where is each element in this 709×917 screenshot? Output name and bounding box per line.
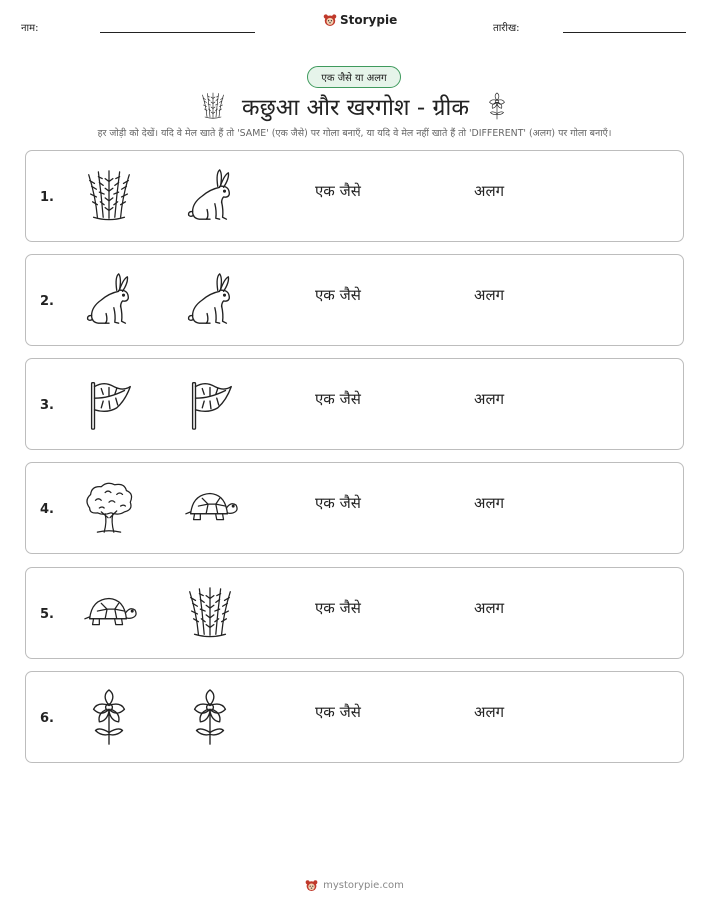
- different-option[interactable]: अलग: [474, 494, 505, 512]
- row-number: 1.: [40, 189, 54, 205]
- wheat-icon: [181, 584, 239, 642]
- rabbit-icon: [181, 167, 239, 225]
- different-option[interactable]: अलग: [474, 703, 505, 721]
- footer: [0, 879, 709, 892]
- exercise-row: [25, 671, 684, 763]
- name-label: नाम:: [21, 23, 39, 34]
- page-title: कछुआ और खरगोश - ग्रीक: [241, 95, 470, 121]
- date-label: तारीख:: [493, 23, 520, 34]
- flower-icon: [80, 688, 138, 746]
- different-option[interactable]: अलग: [474, 182, 505, 200]
- date-field-line[interactable]: [563, 32, 686, 33]
- title-row: [0, 88, 709, 124]
- footer-link[interactable]: mystorypie.com: [323, 880, 404, 891]
- same-option[interactable]: एक जैसे: [315, 286, 361, 304]
- exercise-row: [25, 254, 684, 346]
- same-option[interactable]: एक जैसे: [315, 182, 361, 200]
- wheat-icon: [80, 167, 138, 225]
- same-option[interactable]: एक जैसे: [315, 390, 361, 408]
- different-option[interactable]: अलग: [474, 599, 505, 617]
- flower-icon: [483, 92, 511, 120]
- name-field-line[interactable]: [100, 32, 255, 33]
- row-number: 2.: [40, 293, 54, 309]
- storypie-logo: [323, 13, 397, 27]
- rabbit-icon: [181, 271, 239, 329]
- row-number: 3.: [40, 397, 54, 413]
- tree-icon: [80, 479, 138, 537]
- same-option[interactable]: एक जैसे: [315, 599, 361, 617]
- bear-icon: [305, 879, 318, 892]
- leaf-flag-icon: [181, 375, 239, 433]
- same-option[interactable]: एक जैसे: [315, 703, 361, 721]
- different-option[interactable]: अलग: [474, 390, 505, 408]
- exercise-row: [25, 358, 684, 450]
- rabbit-icon: [80, 271, 138, 329]
- same-option[interactable]: एक जैसे: [315, 494, 361, 512]
- row-number: 4.: [40, 501, 54, 517]
- activity-badge: एक जैसे या अलग: [307, 66, 401, 88]
- exercise-row: [25, 150, 684, 242]
- tortoise-icon: [181, 479, 239, 537]
- row-number: 5.: [40, 606, 54, 622]
- exercise-row: [25, 462, 684, 554]
- row-number: 6.: [40, 710, 54, 726]
- flower-icon: [181, 688, 239, 746]
- leaf-flag-icon: [80, 375, 138, 433]
- instructions-text: हर जोड़ी को देखें। यदि वे मेल खाते हैं तो 'SAME' (एक जैसे) पर गोला बनाएँ, या यदि वे मेल नहीं खाते हैं तो 'DIFFERENT' (अलग) पर गोला बनाएँ।: [97, 128, 612, 139]
- brand-name: Storypie: [340, 13, 398, 27]
- different-option[interactable]: अलग: [474, 286, 505, 304]
- wheat-icon: [198, 91, 228, 121]
- bear-icon: [323, 13, 337, 27]
- exercise-row: [25, 567, 684, 659]
- tortoise-icon: [80, 584, 138, 642]
